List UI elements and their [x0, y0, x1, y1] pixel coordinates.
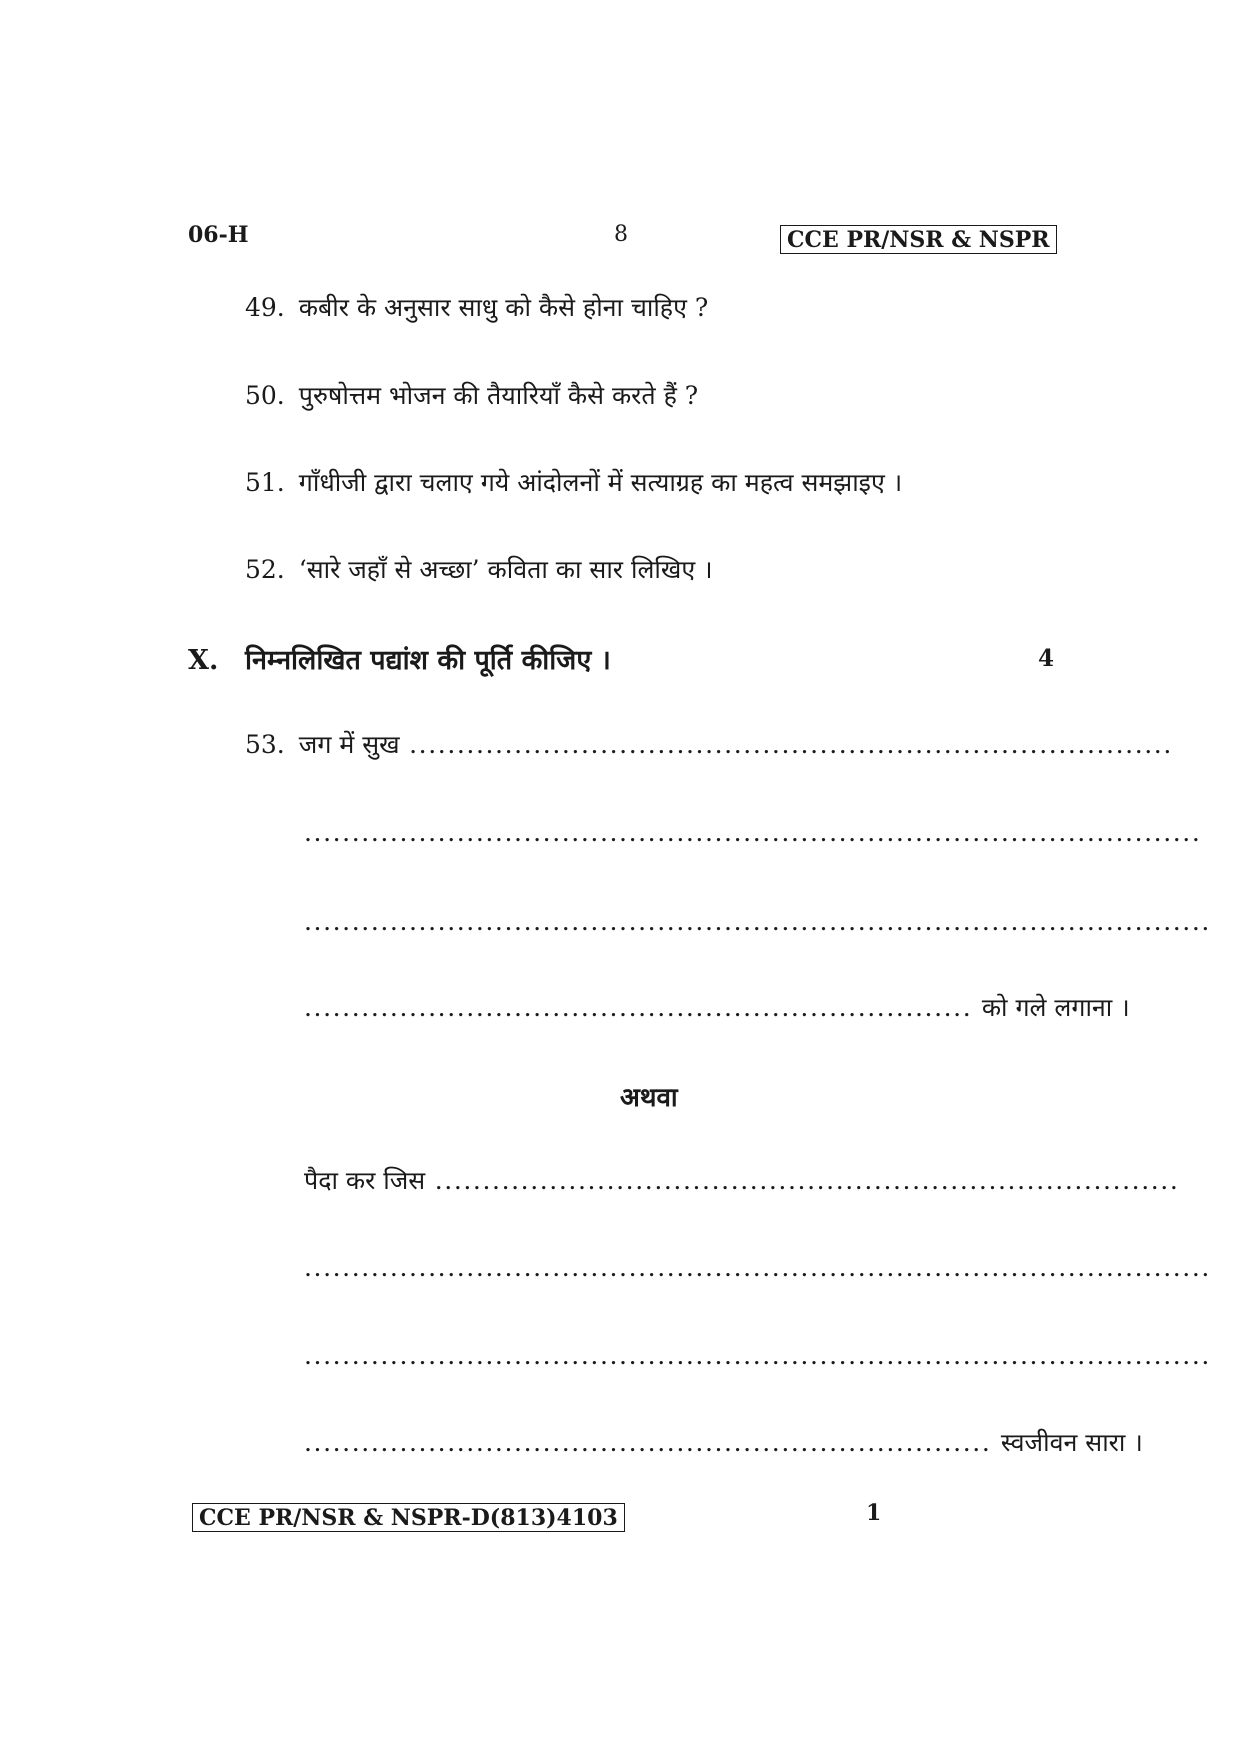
or-separator: अथवा — [620, 1083, 678, 1113]
question-number: 50. — [245, 381, 285, 410]
question-53 — [245, 727, 1173, 761]
fill-blank: ........................................................................ — [304, 1428, 1001, 1457]
poem-end: को गले लगाना । — [981, 993, 1130, 1022]
question-52 — [245, 552, 713, 586]
fill-blank: ...................................................................... — [304, 993, 982, 1022]
question-text: ‘सारे जहाँ से अच्छा’ कविता का सार लिखिए । — [298, 555, 713, 584]
question-text: गाँधीजी द्वारा चलाए गये आंदोलनों में सत्याग्रह का महत्व समझाइए । — [298, 468, 903, 497]
fill-blank-line: ............................................................................................... — [304, 1253, 1211, 1282]
paper-code: 06-H — [188, 222, 249, 248]
question-text: पुरुषोत्तम भोजन की तैयारियाँ कैसे करते हैं ? — [298, 381, 699, 410]
alt-poem-end-line — [304, 1425, 1143, 1459]
footer-code-box: CCE PR/NSR & NSPR-D(813)4103 — [192, 1503, 625, 1532]
fill-blank-line: ............................................................................................... — [304, 1341, 1211, 1370]
question-51 — [245, 465, 902, 499]
fill-blank-line: ............................................................................................... — [304, 907, 1211, 936]
section-title: निम्नलिखित पद्यांश की पूर्ति कीजिए । — [245, 645, 611, 676]
question-number: 49. — [245, 293, 285, 322]
question-text: कबीर के अनुसार साधु को कैसे होना चाहिए ? — [298, 293, 709, 322]
exam-code-box: CCE PR/NSR & NSPR — [780, 225, 1057, 254]
fill-blank: ................................................................................ — [399, 730, 1173, 759]
question-number: 51. — [245, 468, 285, 497]
poem-start: पैदा कर जिस — [304, 1166, 426, 1195]
section-marks: 4 — [1038, 645, 1055, 672]
question-50 — [245, 378, 698, 412]
page-number: 8 — [614, 222, 628, 247]
question-49 — [245, 290, 708, 324]
alt-poem-start-line — [304, 1163, 1179, 1197]
question-number: 52. — [245, 555, 285, 584]
poem-start: जग में सुख — [298, 730, 400, 759]
fill-blank-line: .............................................................................................. — [304, 818, 1202, 847]
question-number: 53. — [245, 730, 285, 759]
fill-blank: .............................................................................. — [425, 1166, 1180, 1195]
poem-end: स्वजीवन सारा । — [1000, 1428, 1143, 1457]
section-label: X. — [188, 645, 219, 676]
poem-end-line — [304, 990, 1130, 1024]
footer-number: 1 — [866, 1500, 882, 1526]
